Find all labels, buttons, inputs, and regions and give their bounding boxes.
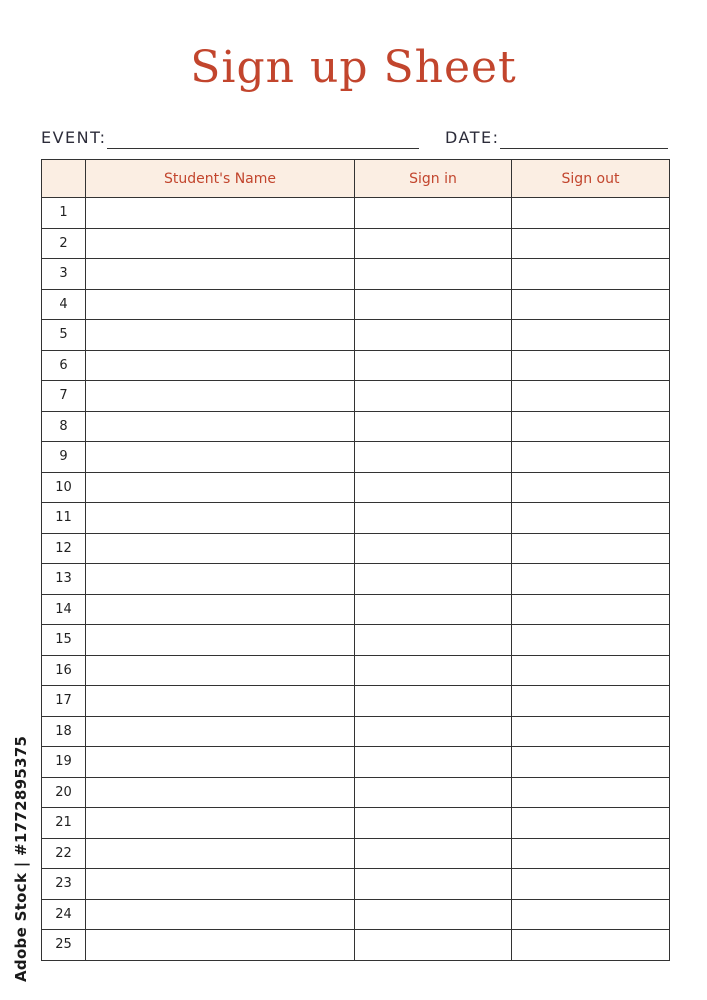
student-name-cell[interactable] [86, 259, 355, 290]
table-row [42, 655, 670, 686]
table-row [42, 228, 670, 259]
student-name-cell[interactable] [86, 564, 355, 595]
page-title: Sign up Sheet [190, 42, 517, 93]
sign-out-cell[interactable] [512, 350, 670, 381]
student-name-cell[interactable] [86, 930, 355, 961]
sign-in-cell[interactable] [355, 564, 512, 595]
student-name-cell[interactable] [86, 472, 355, 503]
row-number: 8 [42, 411, 86, 442]
table-row [42, 533, 670, 564]
row-number: 9 [42, 442, 86, 473]
event-label: EVENT: [41, 128, 107, 147]
row-number: 2 [42, 228, 86, 259]
sign-out-cell[interactable] [512, 930, 670, 961]
student-name-cell[interactable] [86, 594, 355, 625]
sign-in-cell[interactable] [355, 411, 512, 442]
sign-in-cell[interactable] [355, 655, 512, 686]
table-row [42, 442, 670, 473]
sign-out-cell[interactable] [512, 747, 670, 778]
student-name-cell[interactable] [86, 777, 355, 808]
sign-out-cell[interactable] [512, 228, 670, 259]
signup-table [41, 159, 670, 961]
table-row [42, 808, 670, 839]
row-number: 3 [42, 259, 86, 290]
sign-out-cell[interactable] [512, 838, 670, 869]
date-label: DATE: [445, 128, 500, 147]
table-header-row [42, 160, 670, 198]
student-name-cell[interactable] [86, 228, 355, 259]
date-field-line[interactable] [500, 148, 668, 149]
student-name-cell[interactable] [86, 655, 355, 686]
sign-out-cell[interactable] [512, 655, 670, 686]
table-row [42, 777, 670, 808]
row-number: 13 [42, 564, 86, 595]
row-number: 5 [42, 320, 86, 351]
sign-out-cell[interactable] [512, 869, 670, 900]
row-number: 7 [42, 381, 86, 412]
row-number: 18 [42, 716, 86, 747]
student-name-cell[interactable] [86, 686, 355, 717]
sign-out-cell[interactable] [512, 472, 670, 503]
sign-in-cell[interactable] [355, 808, 512, 839]
row-number: 12 [42, 533, 86, 564]
row-number: 23 [42, 869, 86, 900]
table-row [42, 930, 670, 961]
event-field-line[interactable] [107, 148, 419, 149]
sign-in-cell[interactable] [355, 320, 512, 351]
row-number: 25 [42, 930, 86, 961]
student-name-cell[interactable] [86, 503, 355, 534]
row-number: 6 [42, 350, 86, 381]
student-name-cell[interactable] [86, 320, 355, 351]
sign-out-cell[interactable] [512, 777, 670, 808]
header-sign-in: Sign in [355, 160, 512, 198]
student-name-cell[interactable] [86, 625, 355, 656]
table-row [42, 716, 670, 747]
table-row [42, 472, 670, 503]
row-number: 20 [42, 777, 86, 808]
sign-out-cell[interactable] [512, 503, 670, 534]
sign-out-cell[interactable] [512, 808, 670, 839]
row-number: 4 [42, 289, 86, 320]
table-row [42, 259, 670, 290]
table-row [42, 350, 670, 381]
sign-in-cell[interactable] [355, 259, 512, 290]
sign-out-cell[interactable] [512, 198, 670, 229]
table-row [42, 564, 670, 595]
header-number [42, 160, 86, 198]
table-row [42, 899, 670, 930]
table-row [42, 838, 670, 869]
sign-in-cell[interactable] [355, 289, 512, 320]
sign-in-cell[interactable] [355, 228, 512, 259]
student-name-cell[interactable] [86, 808, 355, 839]
table-row [42, 686, 670, 717]
sign-out-cell[interactable] [512, 320, 670, 351]
sign-in-cell[interactable] [355, 442, 512, 473]
row-number: 24 [42, 899, 86, 930]
row-number: 11 [42, 503, 86, 534]
student-name-cell[interactable] [86, 411, 355, 442]
sign-in-cell[interactable] [355, 716, 512, 747]
sign-in-cell[interactable] [355, 381, 512, 412]
student-name-cell[interactable] [86, 747, 355, 778]
table-row [42, 381, 670, 412]
row-number: 14 [42, 594, 86, 625]
student-name-cell[interactable] [86, 899, 355, 930]
header-sign-out: Sign out [512, 160, 670, 198]
student-name-cell[interactable] [86, 533, 355, 564]
row-number: 15 [42, 625, 86, 656]
sign-out-cell[interactable] [512, 625, 670, 656]
sign-out-cell[interactable] [512, 564, 670, 595]
sign-in-cell[interactable] [355, 838, 512, 869]
sign-in-cell[interactable] [355, 503, 512, 534]
sign-in-cell[interactable] [355, 350, 512, 381]
table-row [42, 869, 670, 900]
sign-in-cell[interactable] [355, 869, 512, 900]
table-row [42, 503, 670, 534]
sign-in-cell[interactable] [355, 625, 512, 656]
table-row [42, 625, 670, 656]
student-name-cell[interactable] [86, 442, 355, 473]
header-student-name: Student's Name [86, 160, 355, 198]
student-name-cell[interactable] [86, 716, 355, 747]
table-row [42, 198, 670, 229]
sign-in-cell[interactable] [355, 198, 512, 229]
table-row [42, 411, 670, 442]
sign-in-cell[interactable] [355, 686, 512, 717]
row-number: 21 [42, 808, 86, 839]
sign-out-cell[interactable] [512, 686, 670, 717]
sign-in-cell[interactable] [355, 899, 512, 930]
sign-in-cell[interactable] [355, 472, 512, 503]
sign-in-cell[interactable] [355, 594, 512, 625]
sign-out-cell[interactable] [512, 411, 670, 442]
student-name-cell[interactable] [86, 289, 355, 320]
stock-credit: Adobe Stock | #1772895375 [12, 735, 30, 982]
student-name-cell[interactable] [86, 869, 355, 900]
student-name-cell[interactable] [86, 838, 355, 869]
sign-out-cell[interactable] [512, 899, 670, 930]
row-number: 22 [42, 838, 86, 869]
student-name-cell[interactable] [86, 350, 355, 381]
sign-out-cell[interactable] [512, 442, 670, 473]
student-name-cell[interactable] [86, 381, 355, 412]
row-number: 1 [42, 198, 86, 229]
sign-out-cell[interactable] [512, 594, 670, 625]
sign-out-cell[interactable] [512, 533, 670, 564]
sign-out-cell[interactable] [512, 381, 670, 412]
table-row [42, 594, 670, 625]
row-number: 19 [42, 747, 86, 778]
sign-in-cell[interactable] [355, 747, 512, 778]
sign-out-cell[interactable] [512, 716, 670, 747]
row-number: 16 [42, 655, 86, 686]
table-row [42, 747, 670, 778]
student-name-cell[interactable] [86, 198, 355, 229]
sign-in-cell[interactable] [355, 930, 512, 961]
row-number: 10 [42, 472, 86, 503]
sign-in-cell[interactable] [355, 533, 512, 564]
table-row [42, 289, 670, 320]
sign-out-cell[interactable] [512, 259, 670, 290]
row-number: 17 [42, 686, 86, 717]
sign-in-cell[interactable] [355, 777, 512, 808]
table-row [42, 320, 670, 351]
sign-out-cell[interactable] [512, 289, 670, 320]
